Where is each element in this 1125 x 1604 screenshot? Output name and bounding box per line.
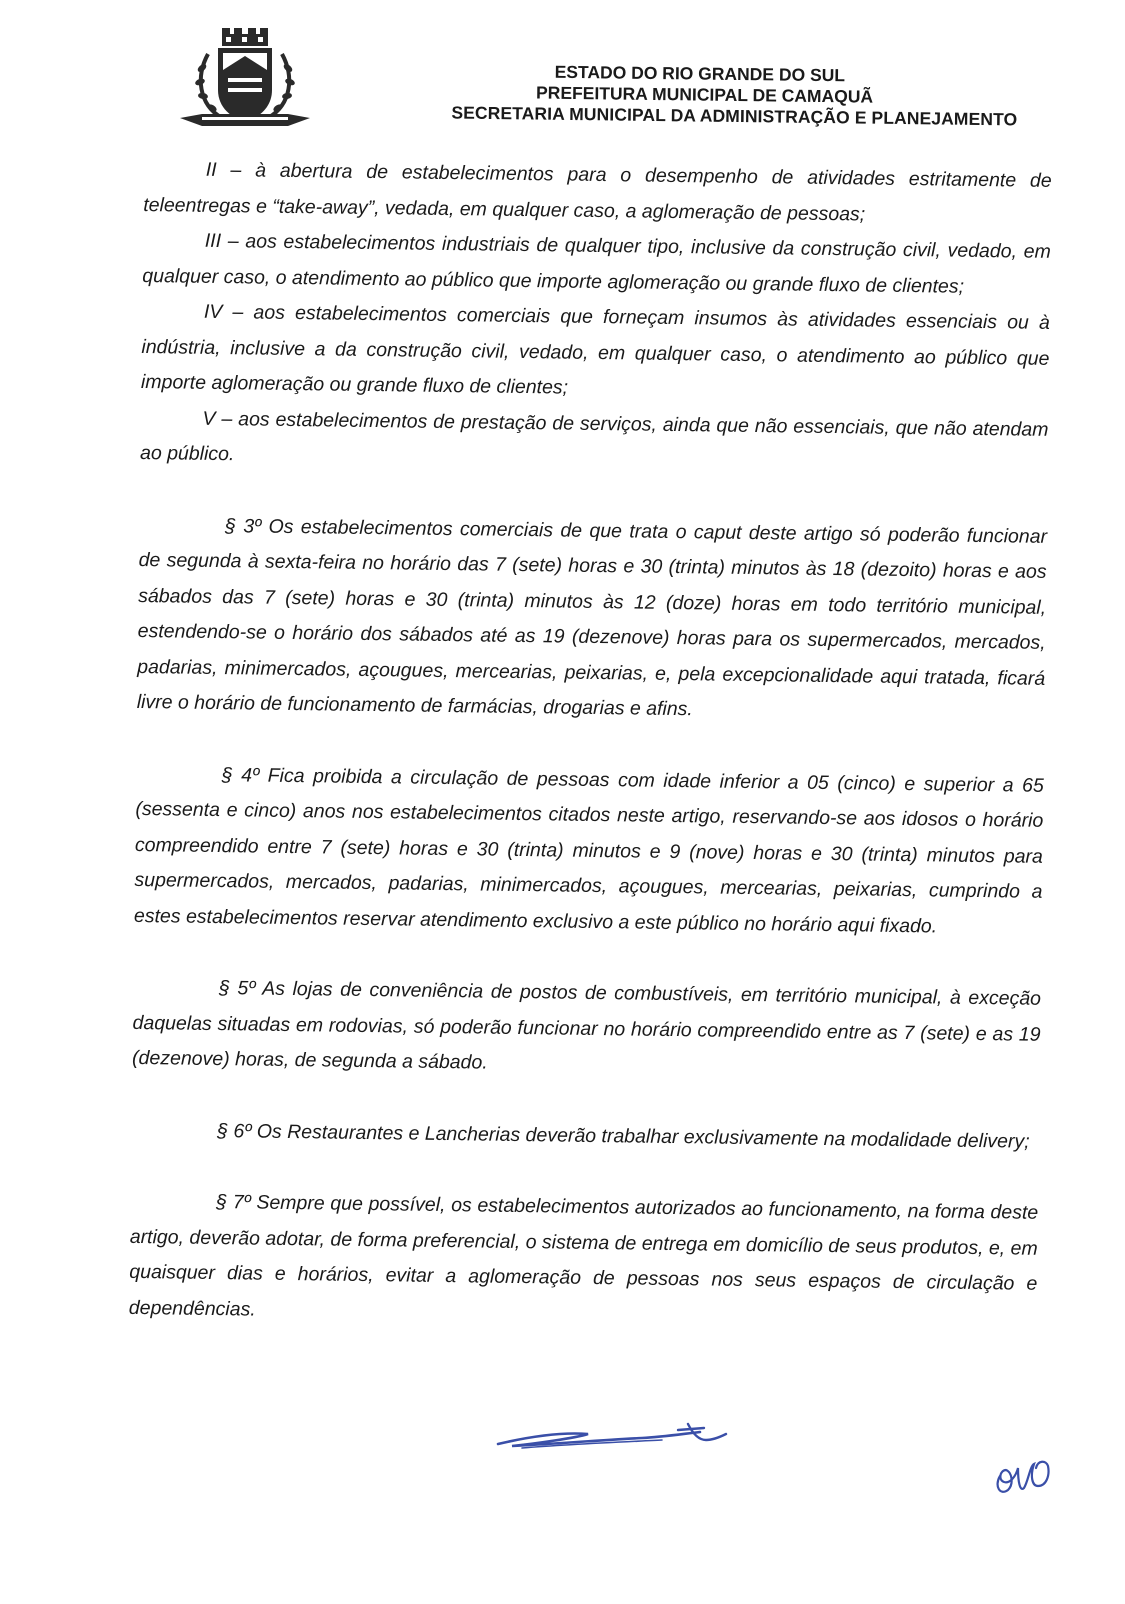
document-header [409,60,1060,131]
header-state-name: ESTADO DO RIO GRANDE DO SUL [554,61,846,86]
header-city-hall-name: PREFEITURA MUNICIPAL DE CAMAQUÃ [535,82,874,107]
paragraph-7: § 7º Sempre que possível, os estabelecimentos autorizados ao funcionamento, na forma deste artigo, deverão adotar, de forma preferencial, o sistema de entrega em domicílio de seus produtos, e, em quaisquer dias e horários, evitar a aglomeração de pessoas nos seus espaços de circulação e dependências. [128,1191,1039,1321]
header-department-name: SECRETARIA MUNICIPAL DA ADMINISTRAÇÃO E PLANEJAMENTO [451,102,1018,130]
document-body [129,152,1052,1338]
paragraph-5: § 5º As lojas de conveniência de postos de combustíveis, em território municipal, à exceção daquelas situadas em rodovias, só poderão funcionar no horário compreendido entre as 7 (sete) e as 19 (dezenove) horas, de segunda a sábado. [131,977,1042,1074]
item-v: V – aos estabelecimentos de prestação de serviços, ainda que não essenciais, que não atendam ao público. [139,407,1049,466]
coat-of-arms-icon [178,26,312,134]
paragraph-3: § 3º Os estabelecimentos comerciais de que trata o caput deste artigo só poderão funcionar de segunda à sexta-feira no horário das 7 (sete) horas e 30 (trinta) minutos às 18 (dezoito) horas e aos sábados das 7 (sete) horas e 30 (trinta) minutos às 12 (doze) horas em todo território municipal, estendendo-se o horário dos sábados até as 19 (dezenove) horas para os supermercados, mercados, padarias, minimercados, açougues, mercearias, peixarias, e, pela excepcionalidade aqui tratada, ficará livre o horário de funcionamento de farmácias, drogarias e afins. [136,514,1048,721]
paragraph-6: § 6º Os Restaurantes e Lancherias deverão trabalhar exclusivamente na modalidade delivery; [217,1119,1030,1153]
initials-icon [990,1452,1054,1500]
paragraph-4: § 4º Fica proibida a circulação de pessoas com idade inferior a 05 (cinco) e superior a 65 (sessenta e cinco) anos nos estabelecimentos citados neste artigo, reservando-se aos idosos o horário compreendido entre 7 (sete) horas e 30 (trinta) minutos e 9 (nove) horas e 30 (trinta) minutos para supermercados, mercados, padarias, minimercados, açougues, mercearias, peixarias, cumprindo a estes estabelecimentos reservar atendimento exclusivo a este público no horário aqui fixado. [133,763,1044,937]
item-iv: IV – aos estabelecimentos comerciais que forneçam insumos às atividades essenciais ou à indústria, inclusive a da construção civil, vedado, em qualquer caso, o atendimento ao público que importe aglomeração ou grande fluxo de clientes; [140,300,1050,399]
item-ii: II – à abertura de estabelecimentos para o desempenho de atividades estritamente de teleentregas e “take-away”, vedada, em qualquer caso, a aglomeração de pessoas; [143,158,1052,225]
item-iii: III – aos estabelecimentos industriais de qualquer tipo, inclusive da construção civil, vedado, em qualquer caso, o atendimento ao público que importe aglomeração ou grande fluxo de clientes; [142,229,1051,298]
signature-icon [492,1418,732,1454]
